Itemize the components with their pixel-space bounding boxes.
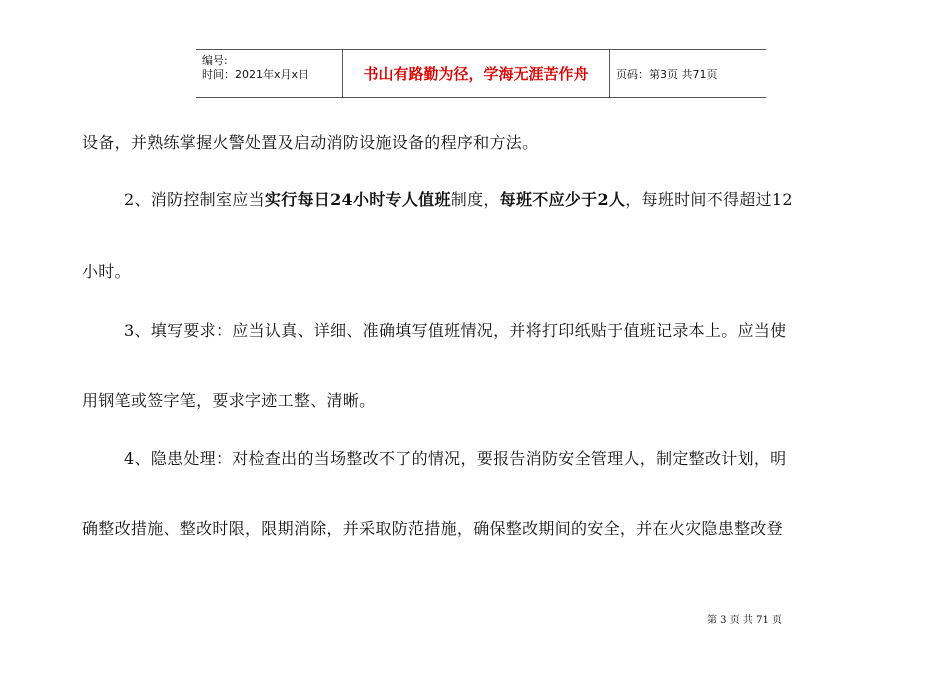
emphasis-text: 每班不应少于2人 bbox=[499, 190, 626, 209]
text-segment: 2、消防控制室应当 bbox=[124, 190, 265, 209]
text-line-7: 确整改措施、整改时限，限期消除，并采取防范措施，确保整改期间的安全，并在火灾隐患整改登 bbox=[82, 519, 783, 538]
text-line-2 bbox=[124, 187, 793, 210]
header-page-info: 页码：第3页 共71页 bbox=[616, 67, 718, 81]
header-motto: 书山有路勤为径，学海无涯苦作舟 bbox=[343, 50, 610, 97]
header-left-cell bbox=[196, 50, 343, 97]
number-label: 编号: bbox=[202, 54, 228, 67]
text-line-6: 4、隐患处理：对检查出的当场整改不了的情况，要报告消防安全管理人，制定整改计划，明 bbox=[124, 449, 787, 468]
emphasis-text: 实行每日24小时专人值班 bbox=[264, 190, 451, 209]
text-segment: 制度， bbox=[450, 190, 500, 209]
time-label: 时间：2021年x月x日 bbox=[202, 68, 310, 81]
text-line-1: 设备，并熟练掌握火警处置及启动消防设施设备的程序和方法。 bbox=[82, 133, 539, 152]
text-line-5: 用钢笔或签字笔，要求字迹工整、清晰。 bbox=[82, 391, 376, 410]
page-footer: 第 3 页 共 71 页 bbox=[707, 615, 782, 626]
page-header bbox=[196, 49, 766, 98]
text-line-3: 小时。 bbox=[82, 262, 131, 281]
text-segment: ，每班时间不得超过12 bbox=[625, 190, 793, 209]
text-line-4: 3、填写要求：应当认真、详细、准确填写值班情况，并将打印纸贴于值班记录本上。应当使 bbox=[124, 321, 787, 340]
